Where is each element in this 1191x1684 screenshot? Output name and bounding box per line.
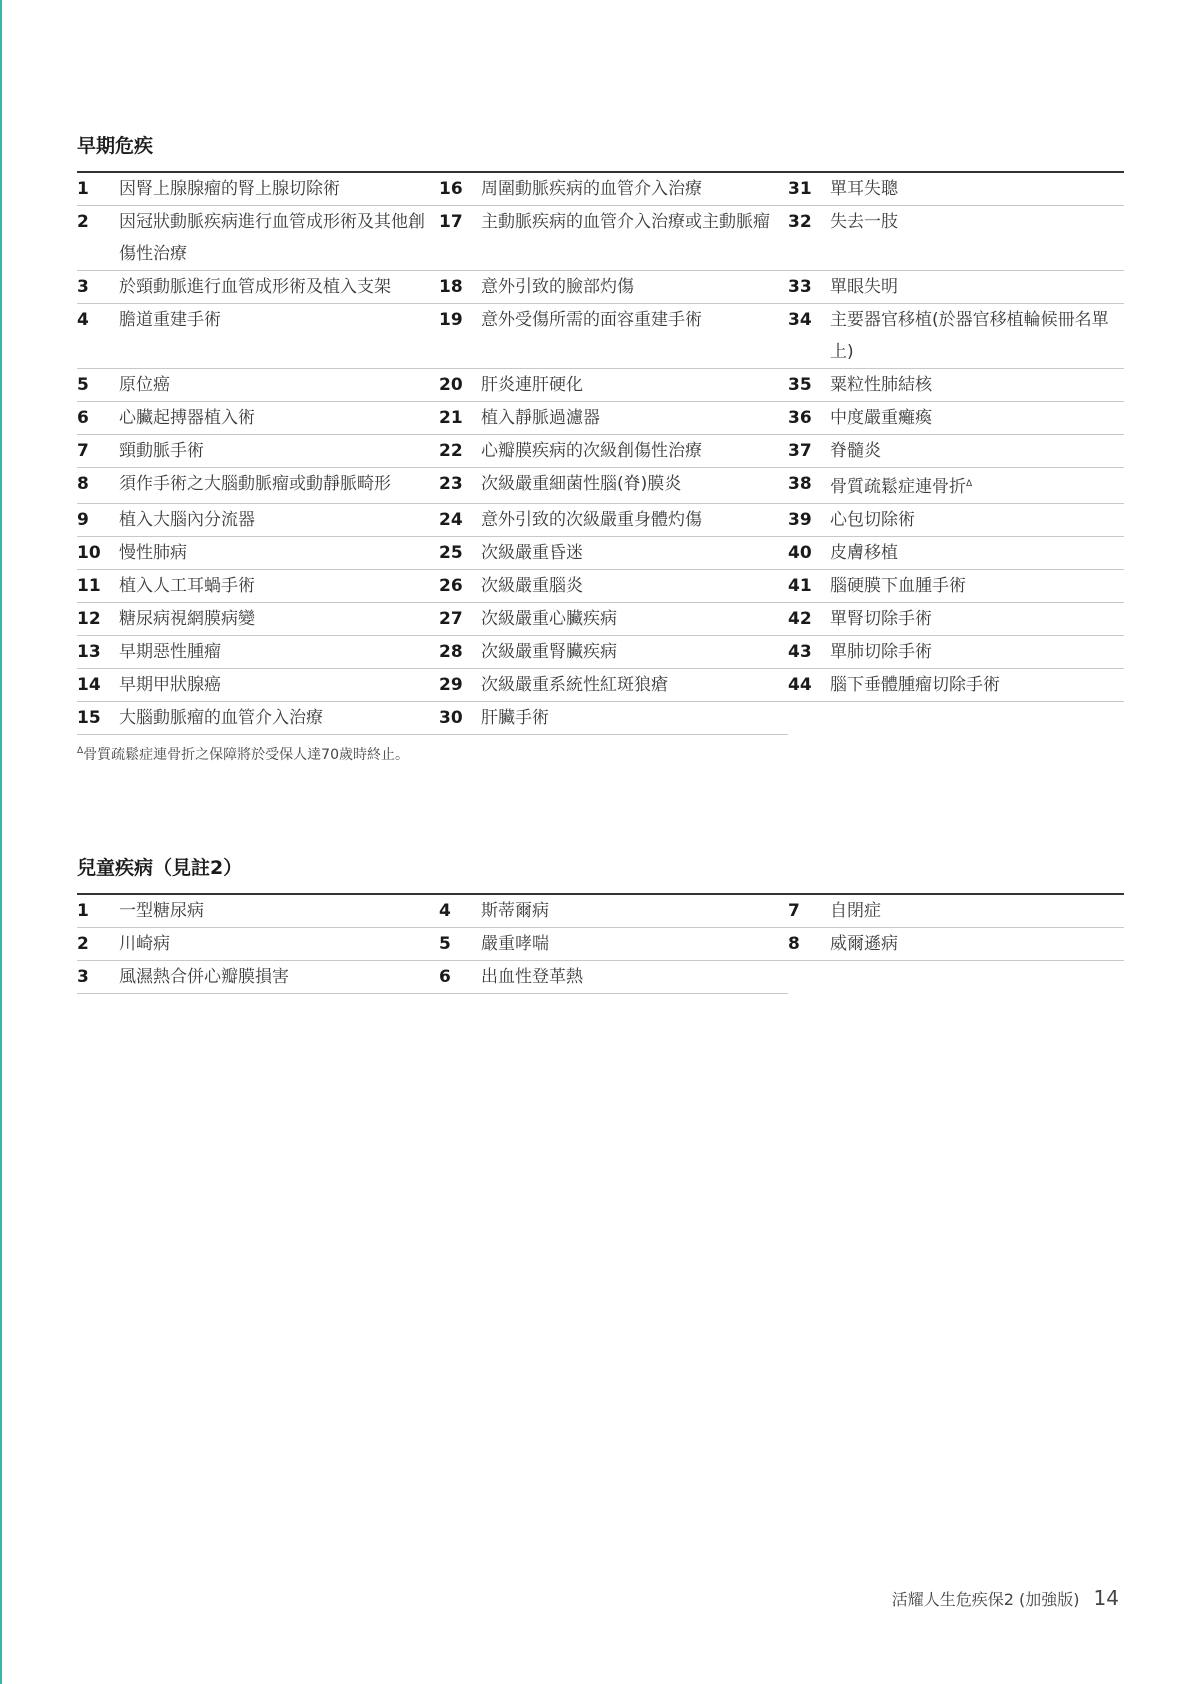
item-number: 1	[77, 179, 89, 199]
list-item	[439, 369, 788, 402]
item-number: 19	[439, 310, 463, 330]
item-label	[830, 468, 1124, 503]
item-label	[481, 669, 788, 701]
item-label	[119, 669, 439, 701]
footer-product-title: 活耀人生危疾保2 (加強版)	[891, 1590, 1080, 1609]
item-label-text: 出血性登革熱	[481, 967, 583, 987]
item-label-text: 早期惡性腫瘤	[119, 642, 221, 662]
item-number: 14	[77, 675, 101, 695]
list-item	[788, 468, 1124, 504]
item-number: 5	[77, 375, 89, 395]
item-label	[830, 402, 1124, 434]
item-label	[119, 928, 439, 960]
list-item	[77, 570, 439, 603]
list-item	[788, 504, 1124, 537]
item-number: 15	[77, 708, 101, 728]
item-label-text: 嚴重哮喘	[481, 934, 549, 954]
item-label	[119, 435, 439, 467]
item-number: 36	[788, 408, 812, 428]
list-item	[77, 468, 439, 504]
early-column-1	[77, 173, 439, 735]
item-number: 5	[439, 934, 451, 954]
item-label-text: 風濕熱合併心瓣膜損害	[119, 967, 289, 987]
item-label-text: 植入大腦內分流器	[119, 510, 255, 530]
early-illness-title: 早期危疾	[77, 135, 154, 157]
item-number: 22	[439, 441, 463, 461]
list-item	[439, 669, 788, 702]
item-number: 7	[77, 441, 89, 461]
item-label	[119, 173, 439, 205]
item-number: 2	[77, 934, 89, 954]
children-column-1	[77, 895, 439, 994]
item-number: 44	[788, 675, 812, 695]
list-item	[439, 537, 788, 570]
item-label	[830, 369, 1124, 401]
item-label-text: 肝臟手術	[481, 708, 549, 728]
item-number: 40	[788, 543, 812, 563]
item-label	[830, 304, 1124, 368]
list-item	[788, 636, 1124, 669]
item-number: 13	[77, 642, 101, 662]
list-item	[788, 603, 1124, 636]
item-label	[481, 468, 788, 503]
item-number: 28	[439, 642, 463, 662]
item-number: 10	[77, 543, 101, 563]
item-label	[119, 369, 439, 401]
item-label	[481, 271, 788, 303]
list-item	[77, 669, 439, 702]
item-label-text: 腦下垂體腫瘤切除手術	[830, 675, 1000, 695]
list-item	[788, 369, 1124, 402]
item-number: 1	[77, 901, 89, 921]
item-label-text: 中度嚴重癱瘓	[830, 408, 932, 428]
item-label	[481, 206, 788, 270]
footnote-text: 骨質疏鬆症連骨折之保障將於受保人達70歲時終止。	[83, 747, 409, 763]
list-item	[439, 603, 788, 636]
list-item	[439, 468, 788, 504]
item-label-text: 糖尿病視網膜病變	[119, 609, 255, 629]
item-label	[119, 504, 439, 536]
item-label	[481, 603, 788, 635]
list-item	[439, 636, 788, 669]
item-label	[119, 468, 439, 503]
list-item	[77, 271, 439, 304]
list-item	[439, 402, 788, 435]
item-label-text: 慢性肺病	[119, 543, 187, 563]
list-item	[77, 603, 439, 636]
list-item	[439, 304, 788, 369]
item-label	[830, 603, 1124, 635]
list-item	[788, 895, 1124, 928]
item-label-text: 腦硬膜下血腫手術	[830, 576, 966, 596]
item-label-text: 於頸動脈進行血管成形術及植入支架	[119, 277, 391, 297]
children-illness-section	[77, 855, 1124, 994]
item-label-text: 斯蒂爾病	[481, 901, 549, 921]
item-label-text: 因冠狀動脈疾病進行血管成形術及其他創傷性治療	[119, 212, 425, 264]
early-illness-section	[77, 133, 1124, 735]
page-number: 14	[1093, 1586, 1119, 1610]
item-number: 27	[439, 609, 463, 629]
list-item	[439, 173, 788, 206]
children-illness-grid	[77, 895, 1124, 994]
item-label-text: 次級嚴重細菌性腦(脊)膜炎	[481, 474, 682, 494]
list-item	[439, 206, 788, 271]
item-label	[481, 369, 788, 401]
item-label-text: 單耳失聰	[830, 179, 898, 199]
list-item	[77, 206, 439, 271]
item-label-text: 大腦動脈瘤的血管介入治療	[119, 708, 323, 728]
item-number: 8	[788, 934, 800, 954]
item-label	[119, 895, 439, 927]
item-label-text: 主要器官移植(於器官移植輪候冊名單上)	[830, 310, 1109, 362]
item-label	[830, 895, 1124, 927]
list-item	[439, 702, 788, 735]
item-number: 17	[439, 212, 463, 232]
children-column-2	[439, 895, 788, 994]
item-label	[481, 504, 788, 536]
item-number: 3	[77, 277, 89, 297]
item-label-text: 次級嚴重腦炎	[481, 576, 583, 596]
item-label-text: 次級嚴重腎臟疾病	[481, 642, 617, 662]
item-label-text: 威爾遜病	[830, 934, 898, 954]
item-label	[830, 928, 1124, 960]
list-item	[439, 435, 788, 468]
item-number: 34	[788, 310, 812, 330]
item-number: 39	[788, 510, 812, 530]
item-label-text: 脊髓炎	[830, 441, 881, 461]
item-label	[830, 206, 1124, 270]
item-number: 42	[788, 609, 812, 629]
item-label-text: 心臟起搏器植入術	[119, 408, 255, 428]
item-footnote-mark: Δ	[966, 479, 973, 489]
item-label	[119, 570, 439, 602]
item-number: 32	[788, 212, 812, 232]
item-label-text: 頸動脈手術	[119, 441, 204, 461]
list-item	[788, 206, 1124, 271]
item-label	[481, 636, 788, 668]
item-label	[830, 570, 1124, 602]
item-label-text: 自閉症	[830, 901, 881, 921]
item-label	[119, 702, 439, 734]
list-item	[788, 304, 1124, 369]
list-item	[77, 636, 439, 669]
item-label	[830, 636, 1124, 668]
item-label	[481, 928, 788, 960]
list-item	[788, 271, 1124, 304]
item-label	[481, 173, 788, 205]
item-label	[119, 271, 439, 303]
page-footer	[892, 1586, 1119, 1610]
item-number: 20	[439, 375, 463, 395]
item-label-text: 植入人工耳蝸手術	[119, 576, 255, 596]
item-label-text: 須作手術之大腦動脈瘤或動靜脈畸形	[119, 474, 391, 494]
item-label-text: 意外引致的次級嚴重身體灼傷	[481, 510, 702, 530]
item-number: 31	[788, 179, 812, 199]
item-number: 4	[439, 901, 451, 921]
item-label-text: 單腎切除手術	[830, 609, 932, 629]
item-label-text: 因腎上腺腺瘤的腎上腺切除術	[119, 179, 340, 199]
item-label	[830, 435, 1124, 467]
item-number: 38	[788, 474, 812, 494]
item-label-text: 骨質疏鬆症連骨折	[830, 477, 966, 497]
item-number: 41	[788, 576, 812, 596]
list-item	[439, 961, 788, 994]
item-label	[119, 402, 439, 434]
item-label-text: 主動脈疾病的血管介入治療或主動脈瘤	[481, 212, 770, 232]
item-label	[119, 603, 439, 635]
list-item	[77, 702, 439, 735]
item-label	[481, 435, 788, 467]
item-number: 2	[77, 212, 89, 232]
item-number: 37	[788, 441, 812, 461]
item-label-text: 原位癌	[119, 375, 170, 395]
list-item	[77, 402, 439, 435]
item-number: 3	[77, 967, 89, 987]
item-label-text: 次級嚴重昏迷	[481, 543, 583, 563]
item-number: 6	[439, 967, 451, 987]
item-label-text: 早期甲狀腺癌	[119, 675, 221, 695]
item-label	[481, 961, 788, 993]
item-number: 26	[439, 576, 463, 596]
item-number: 11	[77, 576, 101, 596]
item-label	[830, 504, 1124, 536]
item-label-text: 一型糖尿病	[119, 901, 204, 921]
early-column-2	[439, 173, 788, 735]
item-label-text: 周圍動脈疾病的血管介入治療	[481, 179, 702, 199]
list-item	[77, 537, 439, 570]
list-item	[77, 895, 439, 928]
item-number: 33	[788, 277, 812, 297]
item-label-text: 單肺切除手術	[830, 642, 932, 662]
item-label	[830, 271, 1124, 303]
item-number: 4	[77, 310, 89, 330]
item-label-text: 粟粒性肺結核	[830, 375, 932, 395]
footnote	[77, 741, 409, 765]
item-number: 18	[439, 277, 463, 297]
list-item	[439, 895, 788, 928]
item-label	[119, 206, 439, 270]
item-label	[830, 173, 1124, 205]
item-number: 6	[77, 408, 89, 428]
list-item	[439, 928, 788, 961]
item-label	[481, 537, 788, 569]
item-label-text: 失去一肢	[830, 212, 898, 232]
item-label-text: 肝炎連肝硬化	[481, 375, 583, 395]
item-label	[119, 636, 439, 668]
item-number: 8	[77, 474, 89, 494]
item-number: 30	[439, 708, 463, 728]
list-item	[788, 928, 1124, 961]
list-item	[77, 435, 439, 468]
list-item	[439, 570, 788, 603]
list-item	[77, 928, 439, 961]
list-item	[788, 435, 1124, 468]
item-number: 43	[788, 642, 812, 662]
list-item	[439, 271, 788, 304]
list-item	[788, 669, 1124, 702]
list-item	[77, 961, 439, 994]
item-number: 16	[439, 179, 463, 199]
item-label-text: 次級嚴重心臟疾病	[481, 609, 617, 629]
item-label	[481, 402, 788, 434]
footnote-mark: Δ	[77, 746, 84, 756]
item-label-text: 意外受傷所需的面容重建手術	[481, 310, 702, 330]
item-number: 35	[788, 375, 812, 395]
page-edge-accent	[0, 0, 2, 1684]
item-label	[481, 304, 788, 368]
list-item	[788, 570, 1124, 603]
item-label-text: 膽道重建手術	[119, 310, 221, 330]
item-label-text: 川崎病	[119, 934, 170, 954]
early-column-3	[788, 173, 1124, 735]
list-item	[788, 173, 1124, 206]
item-number: 7	[788, 901, 800, 921]
item-label	[119, 537, 439, 569]
list-item	[439, 504, 788, 537]
item-label	[119, 304, 439, 368]
item-label-text: 意外引致的臉部灼傷	[481, 277, 634, 297]
item-label	[830, 537, 1124, 569]
item-label	[481, 570, 788, 602]
item-label-text: 植入靜脈過濾器	[481, 408, 600, 428]
item-label-text: 心包切除術	[830, 510, 915, 530]
item-label	[481, 702, 788, 734]
item-label	[119, 961, 439, 993]
item-number: 9	[77, 510, 89, 530]
item-label-text: 皮膚移植	[830, 543, 898, 563]
list-item	[77, 504, 439, 537]
item-label	[830, 669, 1124, 701]
list-item	[788, 402, 1124, 435]
list-item	[77, 173, 439, 206]
item-label-text: 心瓣膜疾病的次級創傷性治療	[481, 441, 702, 461]
item-number: 23	[439, 474, 463, 494]
list-item	[77, 369, 439, 402]
item-label-text: 次級嚴重系統性紅斑狼瘡	[481, 675, 668, 695]
item-label	[481, 895, 788, 927]
item-number: 25	[439, 543, 463, 563]
children-column-3	[788, 895, 1124, 994]
list-item	[788, 537, 1124, 570]
item-number: 12	[77, 609, 101, 629]
item-number: 29	[439, 675, 463, 695]
children-illness-title: 兒童疾病（見註2）	[77, 857, 243, 879]
item-number: 21	[439, 408, 463, 428]
early-illness-grid	[77, 173, 1124, 735]
item-number: 24	[439, 510, 463, 530]
item-label-text: 單眼失明	[830, 277, 898, 297]
list-item	[77, 304, 439, 369]
